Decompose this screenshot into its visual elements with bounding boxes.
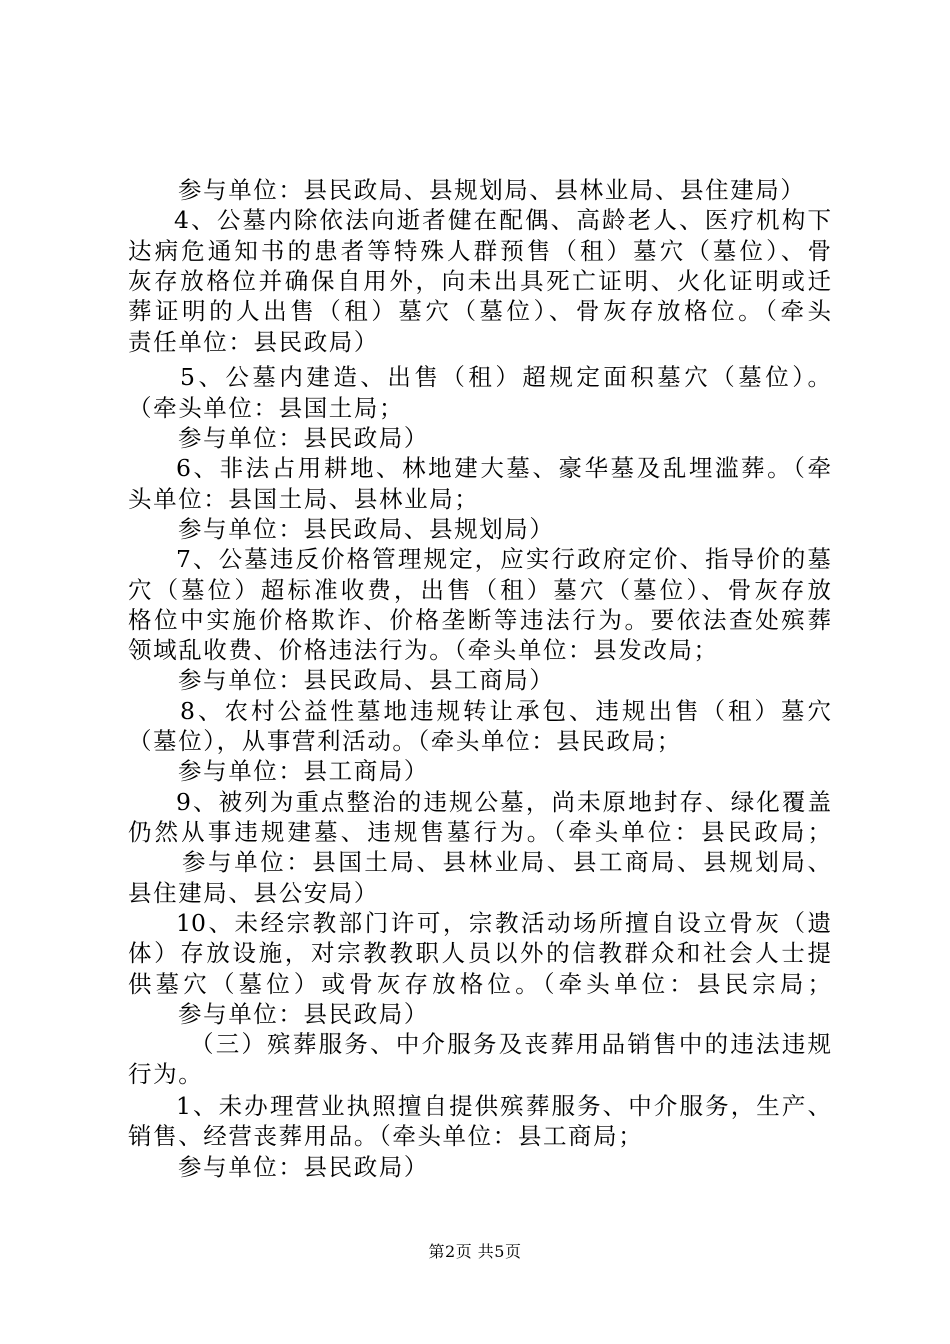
text-line: 6、非法占用耕地、林地建大墓、豪华墓及乱埋滥葬。（牵 [176,454,831,482]
text-line: 体）存放设施，对宗教教职人员以外的信教群众和社会人士提 [128,939,831,967]
text-line: 格位中实施价格欺诈、价格垄断等违法行为。要依法查处殡葬 [128,606,831,634]
text-line: 10、未经宗教部门许可，宗教活动场所擅自设立骨灰（遗 [176,909,831,937]
page-footer: 第2页 共5页 [428,1242,522,1261]
text-line: 参与单位：县国土局、县林业局、县工商局、县规划局、 [182,848,831,876]
text-line: 仍然从事违规建墓、违规售墓行为。（牵头单位：县民政局； [128,818,831,846]
text-line: 5、公墓内建造、出售（租）超规定面积墓穴（墓位）。 [180,363,831,391]
text-line: （墓位），从事营利活动。（牵头单位：县民政局； [128,727,682,755]
text-line: 葬证明的人出售（租）墓穴（墓位）、骨灰存放格位。（牵头 [128,297,831,325]
text-line: （三）殡葬服务、中介服务及丧葬用品销售中的违法违规 [190,1030,831,1058]
text-line: 参与单位：县民政局） [178,1000,429,1028]
text-line: 参与单位：县民政局、县规划局） [178,515,555,543]
text-line: 1、未办理营业执照擅自提供殡葬服务、中介服务，生产、 [176,1092,831,1120]
text-line: 4、公墓内除依法向逝者健在配偶、高龄老人、医疗机构下 [174,206,831,234]
text-line: 头单位：县国土局、县林业局； [128,485,480,513]
text-line: 参与单位：县工商局） [178,757,429,785]
text-line: 参与单位：县民政局、县规划局、县林业局、县住建局） [178,176,806,204]
text-line: 参与单位：县民政局） [178,1153,429,1181]
text-line: 7、公墓违反价格管理规定，应实行政府定价、指导价的墓 [176,545,831,573]
text-line: 9、被列为重点整治的违规公墓，尚未原地封存、绿化覆盖 [176,788,831,816]
text-line: 供墓穴（墓位）或骨灰存放格位。（牵头单位：县民宗局； [128,970,831,998]
text-line: 县住建局、县公安局） [128,879,379,907]
text-line: 行为。 [128,1060,204,1088]
text-line: 参与单位：县民政局、县工商局） [178,666,555,694]
text-line: 达病危通知书的患者等特殊人群预售（租）墓穴（墓位）、骨 [128,237,831,265]
text-line: 参与单位：县民政局） [178,424,429,452]
text-line: （牵头单位：县国土局； [128,394,405,422]
text-line: 领域乱收费、价格违法行为。（牵头单位：县发改局； [128,636,719,664]
text-line: 穴（墓位）超标准收费，出售（租）墓穴（墓位）、骨灰存放 [128,576,831,604]
text-line: 责任单位：县民政局） [128,328,379,356]
text-line: 灰存放格位并确保自用外，向未出具死亡证明、火化证明或迁 [128,267,831,295]
text-line: 销售、经营丧葬用品。（牵头单位：县工商局； [128,1122,644,1150]
text-line: 8、农村公益性墓地违规转让承包、违规出售（租）墓穴 [180,697,831,725]
